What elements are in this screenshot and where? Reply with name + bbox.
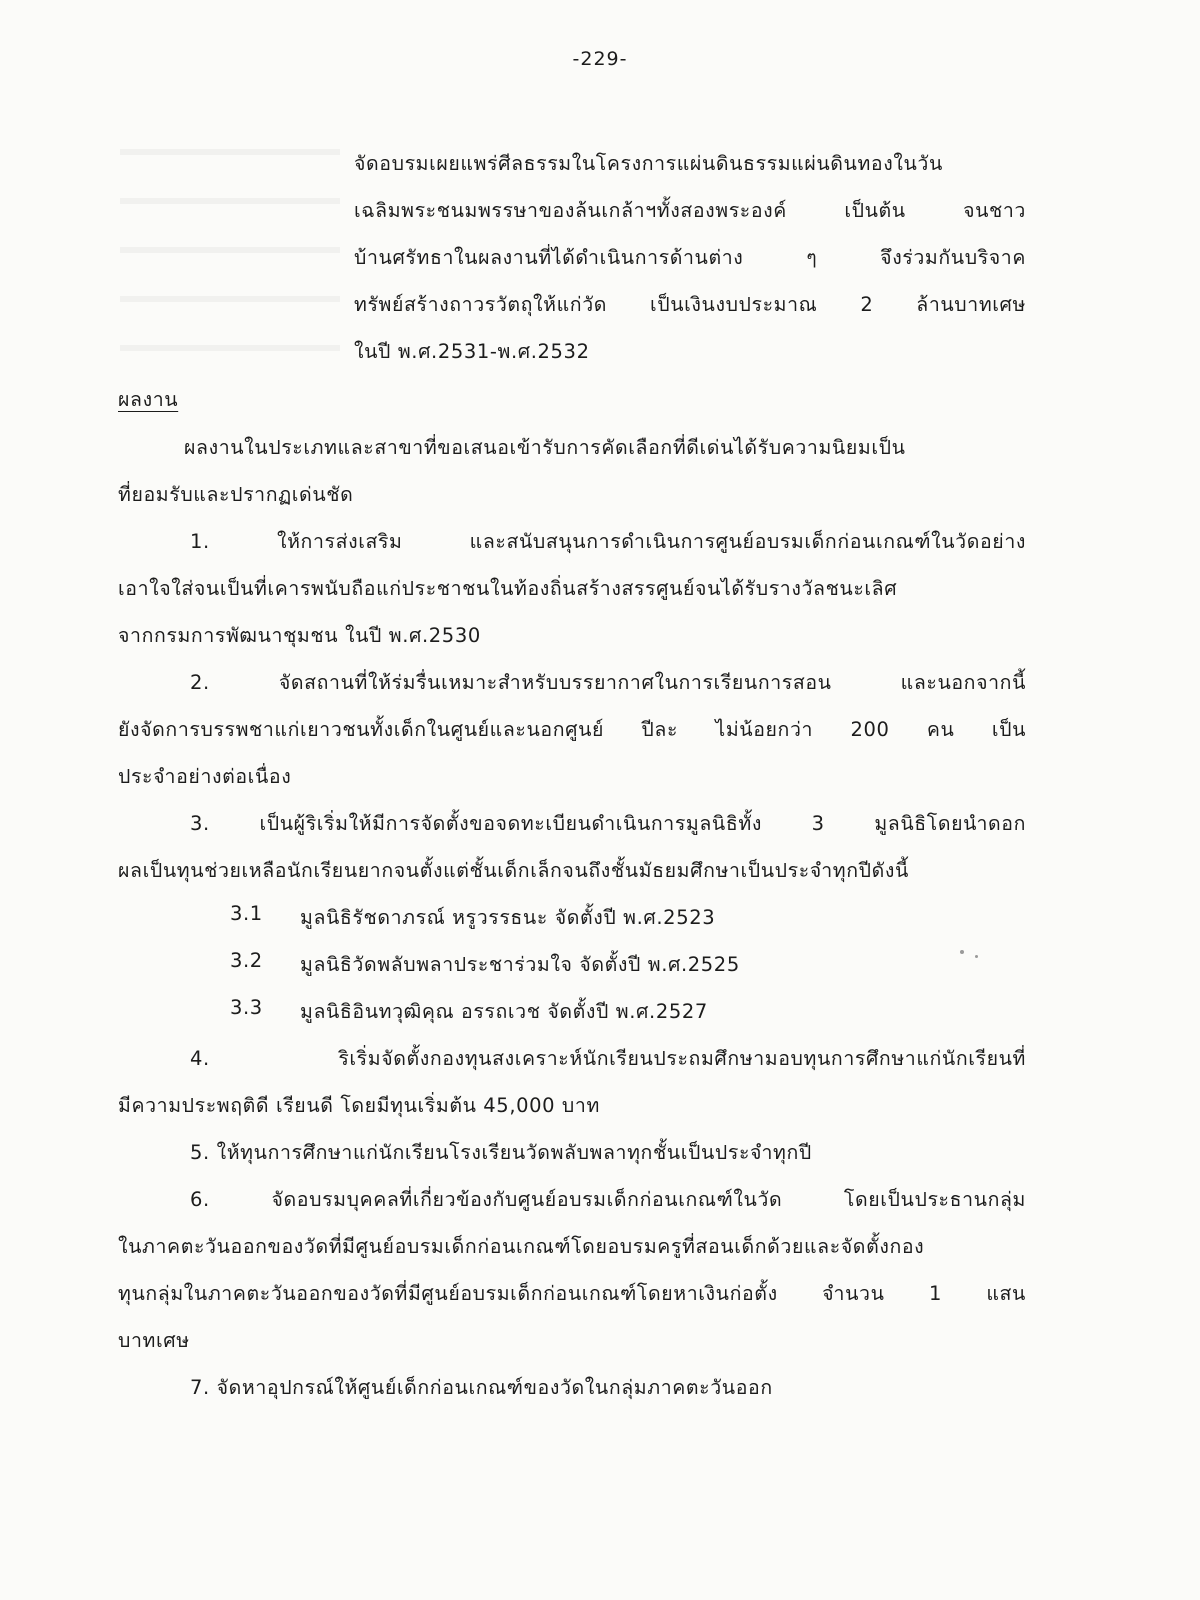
foundation-item-text: มูลนิธิอินทวุฒิคุณ อรรถเวช จัดตั้งปี พ.ศ.2527 xyxy=(300,1000,708,1023)
scan-speck xyxy=(960,950,964,954)
page-number: -229- xyxy=(572,48,628,70)
item-2-line: 2. จัดสถานที่ให้ร่มรื่นเหมาะสำหรับบรรยากาศในการเรียนการสอน และนอกจากนี้ xyxy=(190,671,1026,694)
item-7-line: 7. จัดหาอุปกรณ์ให้ศูนย์เด็กก่อนเกณฑ์ของวัดในกลุ่มภาคตะวันออก xyxy=(190,1376,773,1399)
summary-line: ผลงานในประเภทและสาขาที่ขอเสนอเข้ารับการคัดเลือกที่ดีเด่นได้รับความนิยมเป็น xyxy=(184,436,906,459)
item-6-line: บาทเศษ xyxy=(118,1329,190,1352)
intro-line: จัดอบรมเผยแพร่ศีลธรรมในโครงการแผ่นดินธรรมแผ่นดินทองในวัน xyxy=(354,152,943,175)
foundation-item-text: มูลนิธิรัชดาภรณ์ หรูวรรธนะ จัดตั้งปี พ.ศ.2523 xyxy=(300,906,716,929)
item-1-line: จากกรมการพัฒนาชุมชน ในปี พ.ศ.2530 xyxy=(118,624,481,647)
item-3-line: ผลเป็นทุนช่วยเหลือนักเรียนยากจนตั้งแต่ชั้นเด็กเล็กจนถึงชั้นมัธยมศึกษาเป็นประจำทุกปีดังนี้ xyxy=(118,859,909,882)
foundation-item-number: 3.2 xyxy=(230,949,263,972)
foundation-item-number: 3.1 xyxy=(230,902,263,925)
foundation-item-number: 3.3 xyxy=(230,996,263,1019)
item-6-line: 6. จัดอบรมบุคคลที่เกี่ยวข้องกับศูนย์อบรมเด็กก่อนเกณฑ์ในวัด โดยเป็นประธานกลุ่ม xyxy=(190,1188,1026,1211)
item-1-line: เอาใจใส่จนเป็นที่เคารพนับถือแก่ประชาชนในท้องถิ่นสร้างสรรศูนย์จนได้รับรางวัลชนะเลิศ xyxy=(118,577,898,600)
summary-line: ที่ยอมรับและปรากฏเด่นชัด xyxy=(118,483,354,506)
foundation-item-text: มูลนิธิวัดพลับพลาประชาร่วมใจ จัดตั้งปี พ.ศ.2525 xyxy=(300,953,740,976)
item-3-line: 3. เป็นผู้ริเริ่มให้มีการจัดตั้งขอจดทะเบียนดำเนินการมูลนิธิทั้ง 3 มูลนิธิโดยนำดอก xyxy=(190,812,1026,835)
item-2-line: ยังจัดการบรรพชาแก่เยาวชนทั้งเด็กในศูนย์และนอกศูนย์ ปีละ ไม่น้อยกว่า 200 คน เป็น xyxy=(118,718,1026,741)
item-6-line: ในภาคตะวันออกของวัดที่มีศูนย์อบรมเด็กก่อนเกณฑ์โดยอบรมครูที่สอนเด็กด้วยและจัดตั้งกอง xyxy=(118,1235,925,1258)
intro-line: เฉลิมพระชนมพรรษาของล้นเกล้าฯทั้งสองพระองค์ เป็นต้น จนชาว xyxy=(354,199,1026,222)
intro-line: ทรัพย์สร้างถาวรวัตถุให้แก่วัด เป็นเงินงบประมาณ 2 ล้านบาทเศษ xyxy=(354,293,1026,316)
item-1-line: 1. ให้การส่งเสริม และสนับสนุนการดำเนินการศูนย์อบรมเด็กก่อนเกณฑ์ในวัดอย่าง xyxy=(190,530,1026,553)
intro-line: บ้านศรัทธาในผลงานที่ได้ดำเนินการด้านต่าง ๆ จึงร่วมกันบริจาค xyxy=(354,246,1026,269)
show-through-artifact xyxy=(120,135,340,375)
intro-line: ในปี พ.ศ.2531-พ.ศ.2532 xyxy=(354,340,590,363)
item-6-line: ทุนกลุ่มในภาคตะวันออกของวัดที่มีศูนย์อบรมเด็กก่อนเกณฑ์โดยหาเงินก่อตั้ง จำนวน 1 แสน xyxy=(118,1282,1026,1305)
scan-speck xyxy=(975,955,978,958)
item-2-line: ประจำอย่างต่อเนื่อง xyxy=(118,765,292,788)
item-4-line: มีความประพฤติดี เรียนดี โดยมีทุนเริ่มต้น 45,000 บาท xyxy=(118,1094,600,1117)
section-heading: ผลงาน xyxy=(118,388,179,411)
item-4-line: 4. ริเริ่มจัดตั้งกองทุนสงเคราะห์นักเรียนประถมศึกษามอบทุนการศึกษาแก่นักเรียนที่ xyxy=(190,1047,1026,1070)
item-5-line: 5. ให้ทุนการศึกษาแก่นักเรียนโรงเรียนวัดพลับพลาทุกชั้นเป็นประจำทุกปี xyxy=(190,1141,812,1164)
